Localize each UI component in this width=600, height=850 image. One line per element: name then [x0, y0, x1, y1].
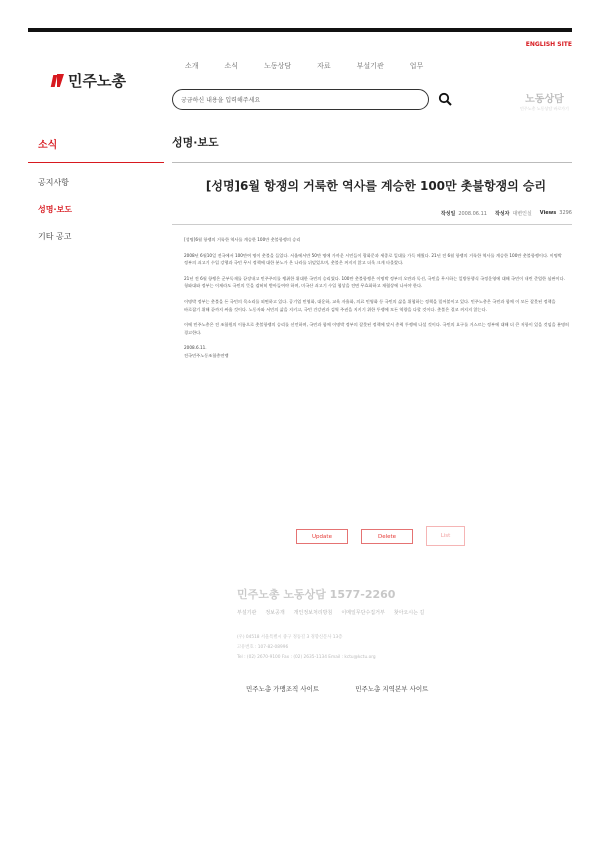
counsel-subtitle: 민주노총 노동상담 바로가기 [520, 106, 569, 111]
footer-link-directions[interactable]: 찾아오시는 길 [393, 610, 425, 616]
footer-title: 민주노총 노동상담 1577-2260 [237, 588, 396, 601]
footer-link-institutes[interactable]: 부설기관 [237, 610, 257, 616]
article-title: [성명]6월 항쟁의 거룩한 역사를 계승한 100만 촛불항쟁의 승리 [205, 179, 547, 193]
views-label: Views [539, 210, 557, 216]
views-value: 3296 [559, 210, 572, 216]
search-icon[interactable] [438, 92, 452, 106]
article-meta [441, 210, 572, 217]
article-actions [296, 529, 465, 546]
article-body [184, 236, 570, 368]
footer-contact: Tel : (02) 2670-9100 Fax : (02) 2635-1134 Email : kctu@kctu.org [237, 655, 376, 660]
search-input[interactable] [172, 89, 429, 110]
sidebar-divider [28, 162, 164, 163]
counsel-title: 노동상담 [525, 94, 564, 105]
footer-link-privacy[interactable]: 개인정보처리방침 [293, 610, 333, 616]
page-title: 성명·보도 [172, 136, 219, 149]
english-site-link[interactable]: ENGLISH SITE [525, 41, 572, 48]
nav-item-news[interactable]: 소식 [224, 62, 239, 70]
regional-sites-link[interactable]: 민주노총 지역본부 사이트 [355, 685, 429, 693]
author-value: 대변인실 [512, 211, 532, 217]
nav-item-counsel[interactable]: 노동상담 [264, 62, 292, 70]
sidebar-title: 소식 [38, 140, 58, 151]
footer-link-email-policy[interactable]: 이메일무단수집거부 [341, 610, 385, 616]
nav-item-work[interactable]: 업무 [409, 62, 424, 70]
nav-item-about[interactable]: 소개 [185, 62, 199, 70]
nav-item-resources[interactable]: 자료 [317, 62, 331, 70]
footer-site-links [246, 684, 428, 693]
meta-date [441, 210, 487, 217]
nav-item-institutes[interactable]: 부설기관 [356, 62, 384, 70]
affiliate-sites-link[interactable]: 민주노총 가맹조직 사이트 [246, 685, 320, 693]
date-value: 2008.06.11 [458, 211, 487, 217]
article-paragraph: 2008년 6월10일 전국에서 100만여 명이 촛불을 들었다. 서울에서만 50만 명에 가까운 시민들이 광화문과 세종로 일대를 가득 메웠다. 21년 전 6월 항쟁의 거룩한 역사를 계승한 100만 촛불항쟁이다. 이명박 정부의 쇠고기 수입 강행과 국민 무시 정책에 대한 분노가 온 나라를 뒤덮었으며, 촛불은 꺼지지 않고 더욱 크게 타올랐다. [184, 252, 562, 266]
delete-button[interactable]: Delete [361, 529, 413, 544]
list-button[interactable]: List [426, 526, 465, 546]
article-paragraph: 이에 민주노총은 전 조합원의 이름으로 촛불항쟁의 승리를 선언하며, 국민과 함께 이명박 정부의 잘못된 정책에 맞서 총력 투쟁에 나설 것이다. 국민의 요구를 거스르는 정부에 대해 더 큰 저항이 있을 것임을 분명히 경고한다. [184, 322, 570, 335]
top-bar [28, 28, 572, 32]
kctu-logo-icon [52, 74, 64, 87]
main-nav [185, 61, 449, 71]
logo[interactable] [52, 70, 126, 91]
article-paragraph: 이명박 정부는 촛불을 든 국민의 목소리를 외면하고 있다. 공기업 민영화, 대운하, 교육 자율화, 의료 민영화 등 국민의 삶을 위협하는 정책을 밀어붙이고 있다. 민주노총은 국민과 함께 이 모든 잘못된 정책을 바로잡기 위해 끝까지 싸울 것이다. 노동자와 서민의 삶을 지키고, 국민 건강권과 검역 주권을 지키기 위한 투쟁에 모든 역량을 다할 것이다. 촛불은 결코 꺼지지 않는다. [184, 298, 556, 312]
footer-business-no: 고유번호 : 107-82-08996 [237, 645, 289, 650]
title-divider [172, 162, 572, 163]
footer-link-disclosure[interactable]: 정보공개 [265, 610, 285, 616]
meta-author [495, 210, 532, 217]
update-button[interactable]: Update [296, 529, 348, 544]
article-signature: 전국민주노동조합총연맹 [184, 352, 229, 358]
footer-address: (우) 04518 서울특별시 중구 정동길 3 경향신문사 13층 [237, 635, 343, 640]
article-paragraph: [성명]6월 항쟁의 거룩한 역사를 계승한 100만 촛불항쟁의 승리 [184, 237, 301, 242]
meta-divider [172, 224, 572, 225]
sidebar-item-statements[interactable]: 성명·보도 [38, 205, 72, 214]
sidebar-item-other-notice[interactable]: 기타 공고 [38, 232, 72, 241]
article-date-line: 2008.6.11. [184, 345, 207, 351]
sidebar-item-notice[interactable]: 공지사항 [38, 178, 69, 187]
article-paragraph: 21년 전 6월 항쟁은 군부독재를 끝장내고 민주주의를 쟁취한 위대한 국민의 승리였다. 100만 촛불항쟁은 이명박 정부의 오만과 독선, 국민을 무시하는 일방통행식 국정운영에 대해 국민이 내린 준엄한 심판이다. 청와대와 정부는 이제라도 국민의 뜻을 겸허히 받아들여야 하며, 미국산 쇠고기 수입 협상을 전면 무효화하고 재협상에 나서야 한다. [184, 275, 565, 289]
counsel-link[interactable] [520, 90, 569, 112]
footer-links [237, 609, 424, 616]
sidebar-menu [38, 177, 72, 258]
logo-text: 민주노총 [68, 72, 126, 90]
footer-info [237, 633, 376, 663]
date-label: 작성일 [440, 211, 456, 217]
search-placeholder: 궁금하신 내용을 입력해주세요 [181, 97, 261, 104]
author-label: 작성자 [494, 211, 510, 217]
meta-views [540, 210, 572, 217]
